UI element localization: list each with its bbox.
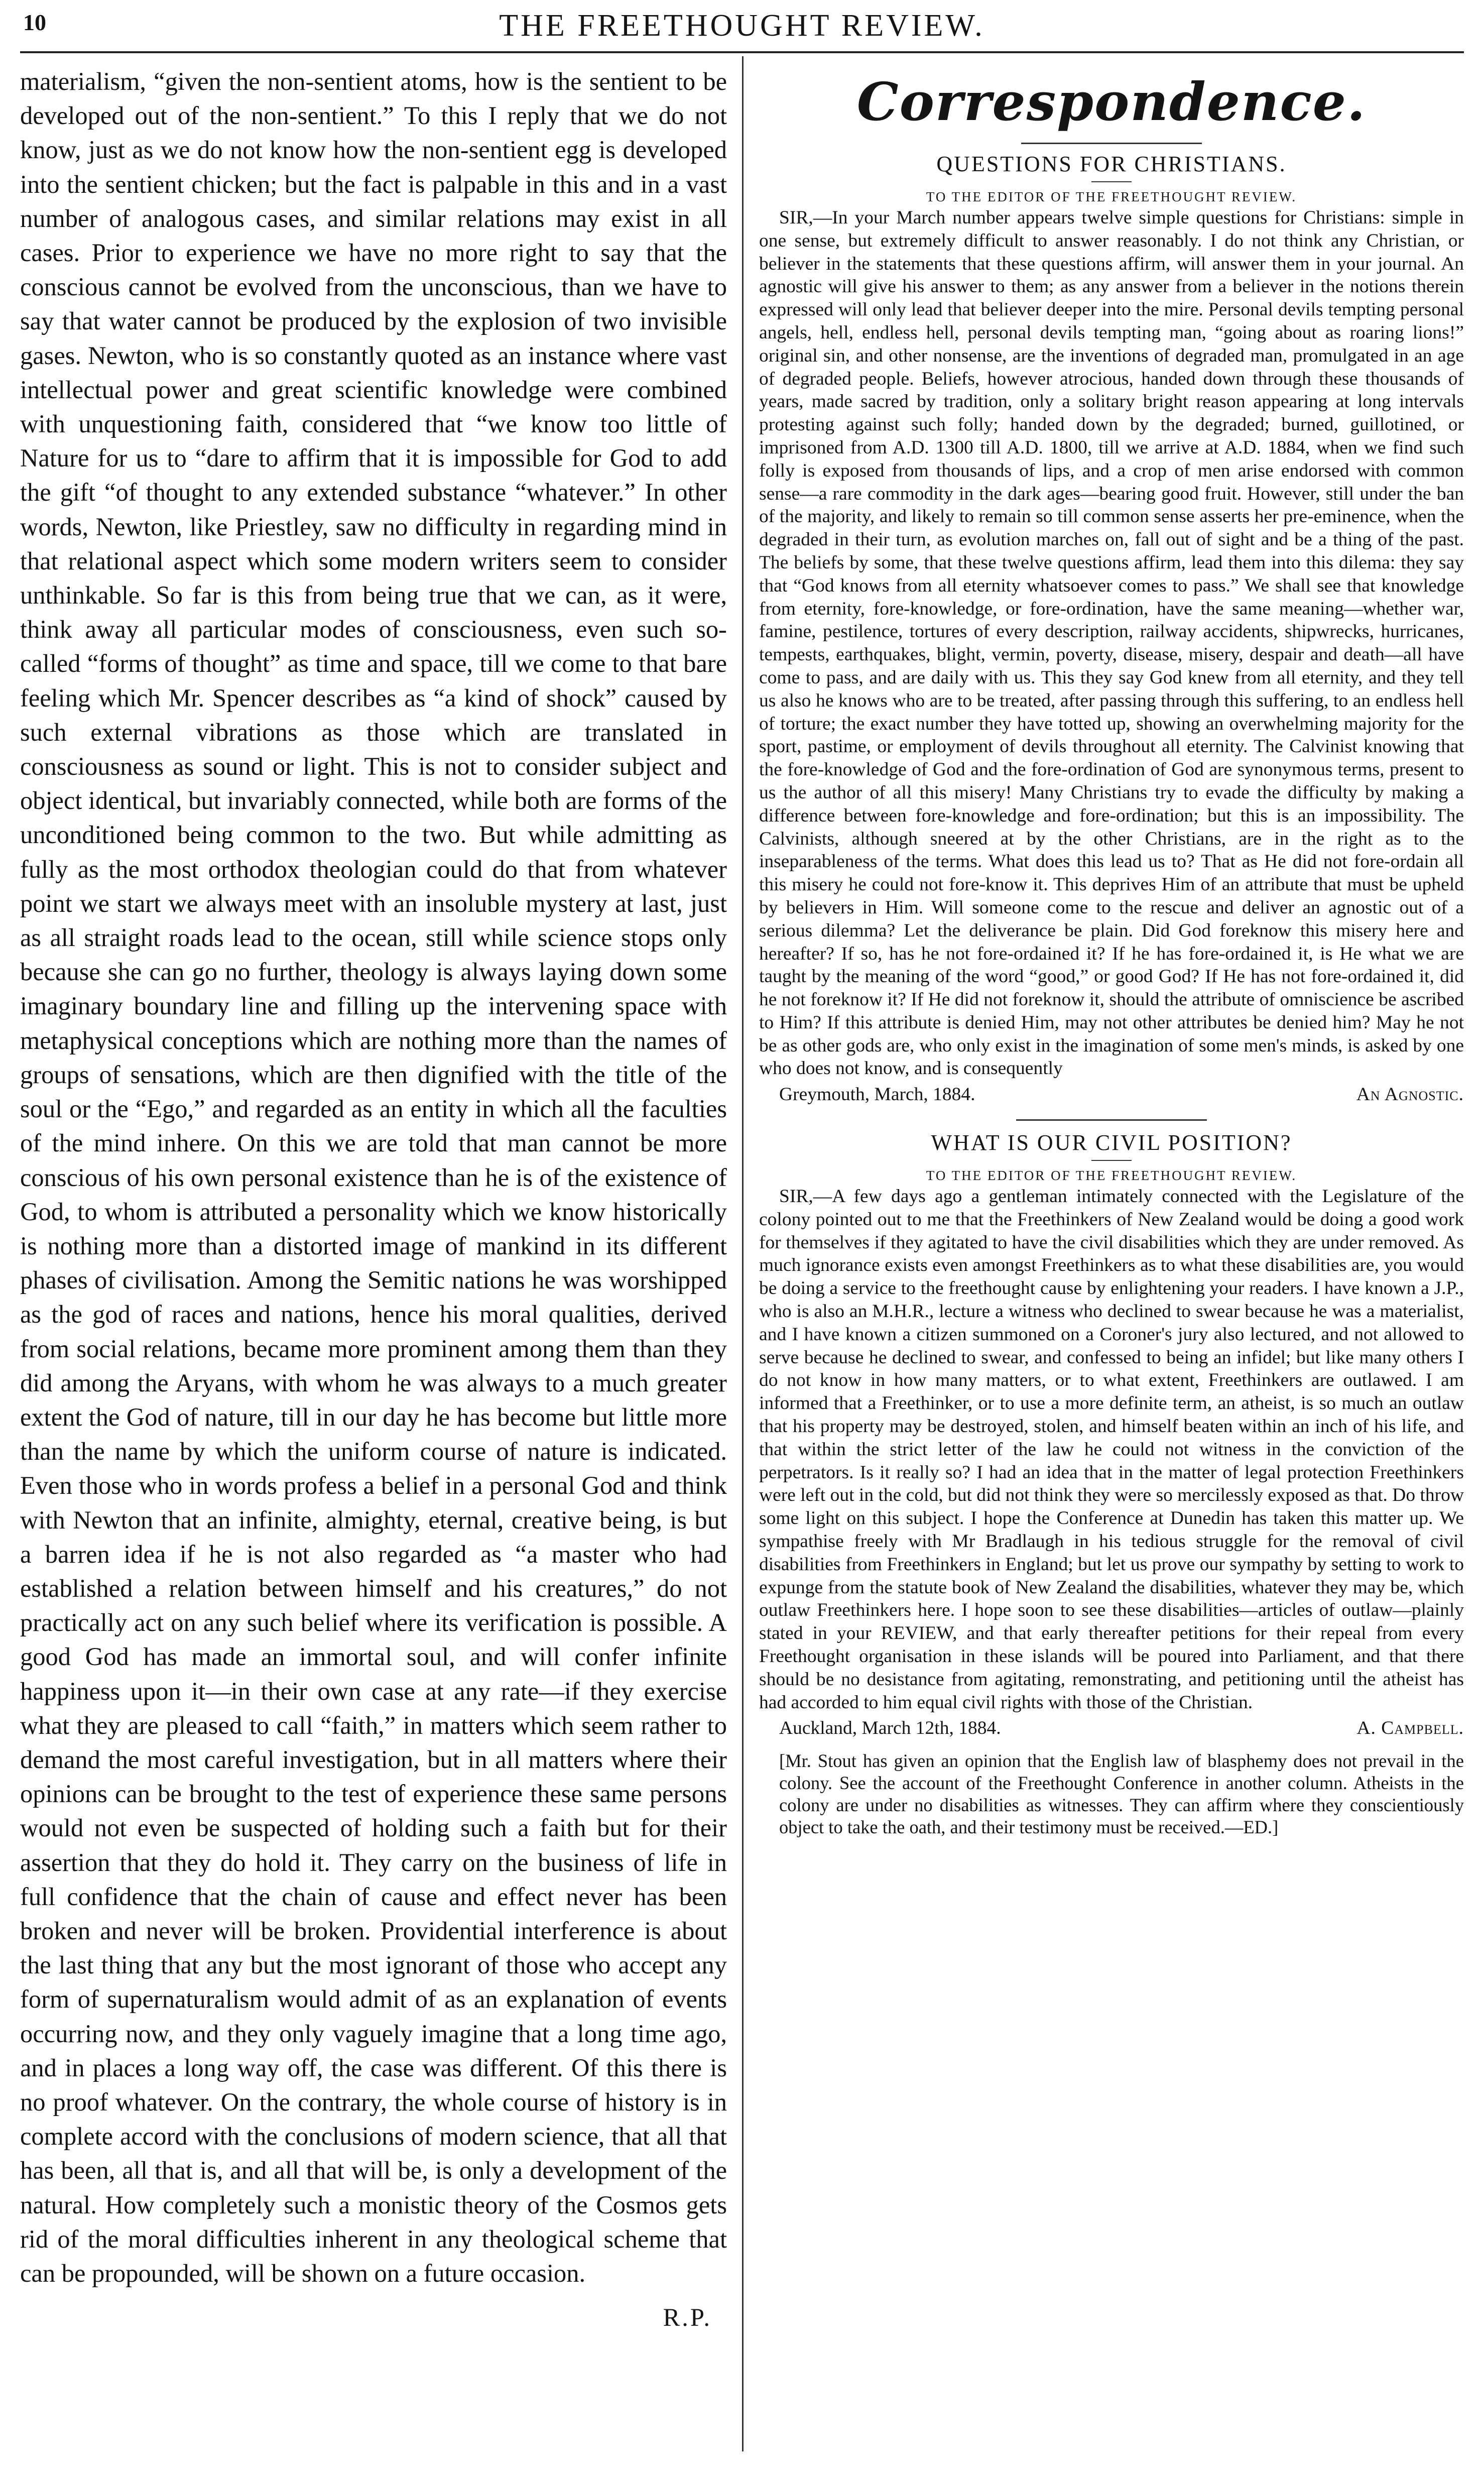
letter1-sign-line — [759, 1083, 1464, 1106]
letter2-place-date: Auckland, March 12th, 1884. — [779, 1718, 1001, 1739]
letter1-author: An Agnostic. — [1356, 1084, 1464, 1105]
letter2-to-editor: TO THE EDITOR OF THE FREETHOUGHT REVIEW. — [926, 1168, 1297, 1184]
column-divider — [742, 56, 744, 2451]
article-signature: R.P. — [663, 2303, 712, 2332]
letter2-body: SIR,—A few days ago a gentleman intimately connected with the Legislature of the colony pointed out to me that the Freethinkers of New Zealand would be doing a good work for themselves if they agitated to have the civil disabilities which they are under removed. As much ignorance exists even amongst Freethinkers as to what these disabilities are, you would be doing a service to the freethought cause by enlightening your readers. I have known a J.P., who is also an M.H.R., lecture a witness who declined to swear because he was a materialist, and I have known a citizen summoned on a Coroner's jury also lectured, and not allowed to serve because he declined to swear, and confessed to being an infidel; but like many others I do not know in how many matters, or to what extent, Freethinkers are outlawed. I am informed that a Freethinker, or to use a more definite term, an atheist, is so much an outlaw that his property may be destroyed, stolen, and himself beaten within an inch of his life, and that within the strict letter of the law he could not witness in the conviction of the perpetrators. Is it really so? I had an idea that in the matter of legal protection Freethinkers were left out in the cold, but did not think they were so mercilessly exposed as that. Do throw some light on this subject. I hope the Conference at Dunedin has taken this matter up. We sympathise freely with Mr Bradlaugh in his tedious struggle for the removal of civil disabilities from Freethinkers in England; but let us prove our sympathy by setting to work to expunge from the statute book of New Zealand the disabilities, whatever they may be, which outlaw Freethinkers here. I hope soon to see these disabilities—articles of outlaw—plainly stated in your REVIEW, and that early thereafter petitions for their repeal from every Freethought organisation in these islands will be poured into Parliament, and that there should be no desistance from agitating, remonstrating, and petitioning until the atheist has had accorded to him equal civil rights with those of the Christian. — [759, 1186, 1464, 1713]
article-text: materialism, “given the non-sentient atoms, how is the sentient to be developed out of the non-sentient.” To this I reply that we do not know, just as we do not know how the non-sentient egg is developed into the sentient chicken; but the fact is palpable in this and in a vast number of analogous cases, and similar relations may exist in all cases. Prior to experience we have no more right to say that the conscious cannot be evolved from the unconscious, than we have to say that water cannot be produced by the explosion of two invisible gases. Newton, who is so constantly quoted as an instance where vast intellectual power and great scientific knowledge were combined with unquestioning faith, considered that “we know too little of Nature for us to “dare to affirm that it is impossible for God to add the gift “of thought to any extended substance “whatever.” In other words, Newton, like Priestley, saw no difficulty in regarding mind in that relational aspect which some modern writers seem to consider unthinkable. So far is this from being true that we can, as it were, think away all particular modes of consciousness, even such so-called “forms of thought” as time and space, till we come to that bare feeling which Mr. Spencer describes as “a kind of shock” caused by such external vibrations as those which are translated in consciousness as sound or light. This is not to consider subject and object identical, but invariably connected, while both are forms of the unconditioned being common to the two. But while admitting as fully as the most orthodox theologian could do that from whatever point we start we always meet with an insoluble mystery at last, just as all straight roads lead to the ocean, still while science stops only because she can go no further, theology is always laying down some imaginary boundary line and filling up the intervening space with metaphysical conceptions which are nothing more than the names of groups of sensations, which are then dignified with the title of the soul or the “Ego,” and regarded as an entity in which all the faculties of the mind inhere. On this we are told that man cannot be more conscious of his own personal existence than he is of the existence of God, to whom is attributed a personality which we know historically is nothing more than a distorted image of mankind in its different phases of civilisation. Among the Semitic nations he was worshipped as the god of races and nations, hence his moral qualities, derived from social relations, became more prominent among them than they did among the Aryans, with whom he was always to a much greater extent the God of nature, till in our day he has become but little more than the name by which the uniform course of nature is indicated. Even those who in words profess a belief in a personal God and think with Newton that an infinite, almighty, eternal, creative being, is but a barren idea if he is not also regarded as “a master who had established a relation between himself and his creatures,” do not practically act on any such belief where its verification is possible. A good God has made an immortal soul, and will confer infinite happiness upon it—in their own case at any rate—if they exercise what they are pleased to call “faith,” in matters which seem rather to demand the most careful investigation, but in all matters where their opinions can be brought to the test of experience these same persons would not even be suspected of holding such a faith but for their assertion that they do hold it. They carry on the business of life in full confidence that the chain of cause and effect never has been broken and never will be broken. Providential interference is about the last thing that any but the most ignorant of those who accept any form of supernaturalism would admit of as an explanation of events occurring now, and they only vaguely imagine that a long time ago, and in places a long way off, the case was different. Of this there is no proof whatever. On the contrary, the whole course of history is in complete accord with the conclusions of modern science, that all that has been, all that is, and all that will be, is only a development of the natural. How completely such a monistic theory of the Cosmos gets rid of the moral difficulties inherent in any theological scheme that can be propounded, will be shown on a future occasion. — [20, 67, 727, 2287]
running-title: THE FREETHOUGHT REVIEW. — [499, 9, 985, 43]
right-column — [759, 64, 1464, 2444]
letter2-title: WHAT IS OUR CIVIL POSITION? — [931, 1130, 1292, 1155]
left-column — [20, 64, 727, 2444]
editor-note: [Mr. Stout has given an opinion that the English law of blasphemy does not prevail in the colony. See the account of the Freethought Conference in another column. Atheists in the colony are under no disabilities as witnesses. They can affirm where they conscientiously object to take the oath, and their testimony must be received.—ED.] — [779, 1750, 1464, 1838]
letter1-to-editor: TO THE EDITOR OF THE FREETHOUGHT REVIEW. — [926, 189, 1297, 204]
header-rule — [20, 51, 1464, 53]
letter-separator-rule — [1016, 1119, 1207, 1121]
letter2-title-rule — [1091, 1160, 1132, 1161]
letter1-place-date: Greymouth, March, 1884. — [779, 1084, 975, 1105]
letter1-title-rule — [1091, 181, 1132, 182]
letter2-author: A. Campbell. — [1356, 1718, 1464, 1739]
heading-rule — [1021, 143, 1202, 144]
page-number: 10 — [23, 10, 46, 35]
letter2-sign-line — [759, 1717, 1464, 1740]
letter1-body: SIR,—In your March number appears twelve simple questions for Christians: simple in one sense, but extremely difficult to answer reasonably. I do not think any Christian, or believer in the statements that these questions affirm, will answer them in your journal. An agnostic will give his answer to them; as any answer from a believer in the notions therein expressed will only lead that believer deeper into the mire. Personal devils tempting personal angels, hell, endless hell, personal devils tempting man, “going about as roaring lions!” original sin, and other nonsense, are the inventions of degraded man, promulgated in an age of degraded people. Beliefs, however atrocious, handed down through these thousands of years, made sacred by tradition, only a solitary bright reason appearing at long intervals protesting against such folly; handed down by the degraded; burned, guillotined, or imprisoned from A.D. 1300 till A.D. 1800, till we arrive at A.D. 1884, when we find such folly is exposed from thousands of lips, and a crop of men arise endorsed with common sense—a rare commodity in the dark ages—bearing good fruit. However, still under the ban of the majority, and likely to remain so till common sense asserts her pre-eminence, when the degraded in their turn, as evolution marches on, fall out of sight and be a thing of the past. The beliefs by some, that these twelve questions affirm, lead them into this dilema: they say that “God knows from all eternity whatsoever comes to pass.” We shall see that knowledge from eternity, fore-knowledge, or fore-ordination, have the same meaning—whether war, famine, pestilence, tortures of every description, railway accidents, shipwrecks, hurricanes, tempests, earthquakes, blight, vermin, poverty, disease, misery, despair and death—all have come to pass, and are daily with us. This they say God knew from all eternity, and they tell us also he knows who are to be treated, after passing through this suffering, to an endless hell of torture; the exact number they have totted up, showing an overwhelming majority for the sport, pastime, or employment of devils throughout all eternity. The Calvinist knowing that the fore-knowledge of God and the fore-ordination of God are synonymous terms, present to us the author of all this misery! Many Christians try to evade the difficulty by making a difference between fore-knowledge and fore-ordination; but this is an impossibility. The Calvinists, although sneered at by the other Christians, are in the right as to the inseparableness of the terms. What does this lead us to? That as He did not fore-ordain all this misery he could not fore-know it. This deprives Him of an attribute that must be upheld by believers in Him. Will someone come to the rescue and deliver an agnostic out of a serious dilemma? Let the deliverance be plain. Did God foreknow this misery here and hereafter? If so, has he not fore-ordained it? If he has fore-ordained it, is He what we are taught by the meaning of the word “good,” or good God? If He has not fore-ordained it, did he not foreknow it? If He did not foreknow it, should the attribute of omniscience be ascribed to Him? If this attribute is denied Him, may not other attributes be denied him? May he not be as other gods are, who only exist in the imagination of some men's minds, is asked by one who does not know, and is consequently — [759, 207, 1464, 1079]
letter1-title: QUESTIONS FOR CHRISTIANS. — [936, 152, 1287, 176]
correspondence-heading: Correspondence. — [856, 71, 1367, 133]
